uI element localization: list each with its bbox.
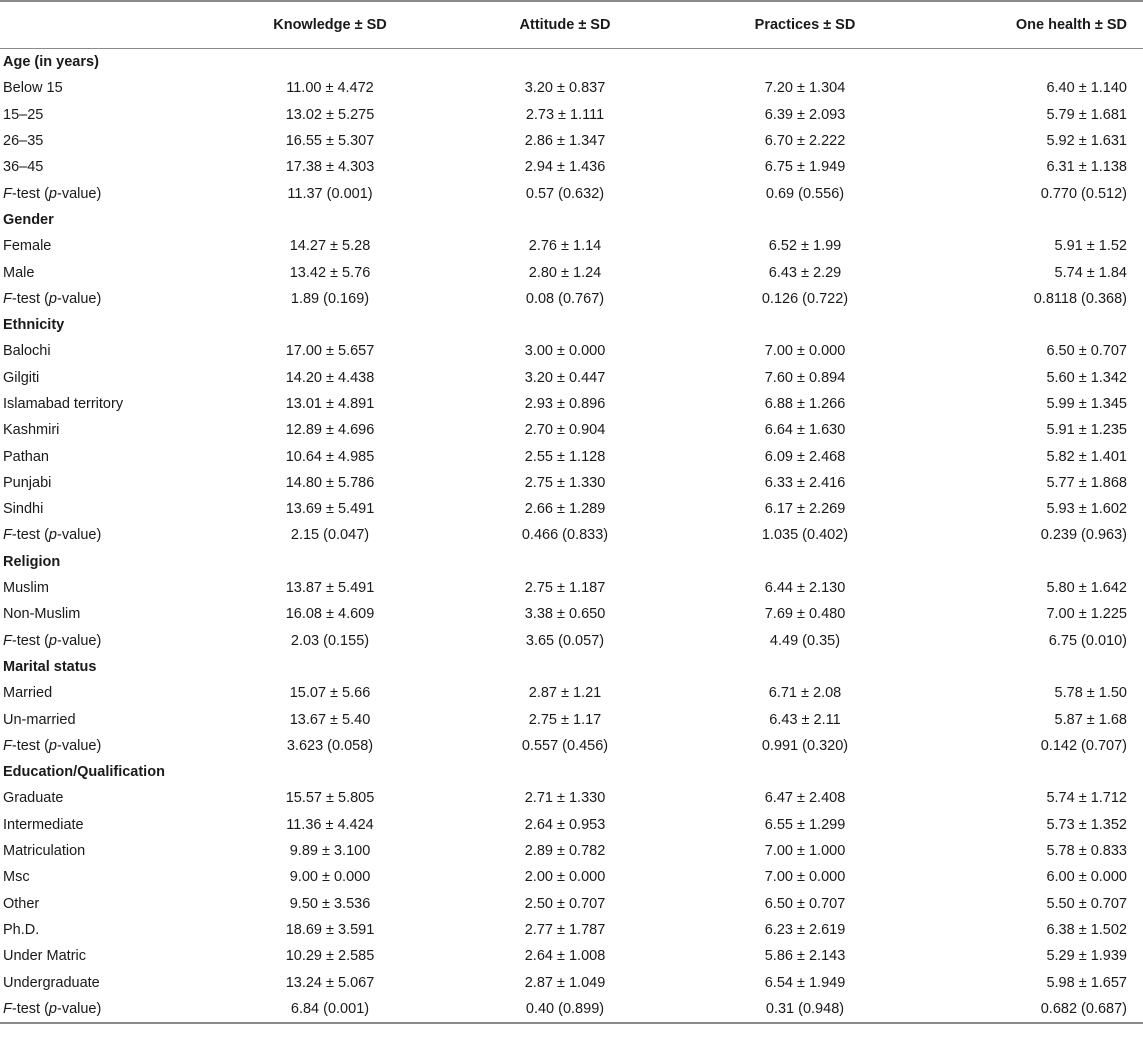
- ftest-cell: 2.15 (0.047): [290, 527, 370, 544]
- ftest-cell: 0.57 (0.632): [525, 185, 605, 202]
- ftest-p: p: [48, 185, 57, 202]
- ftest-tail: -value): [57, 290, 102, 307]
- row-label: 36–45: [3, 159, 44, 176]
- table-cell: 13.69 ± 5.491: [285, 501, 375, 518]
- table-row: [0, 338, 1143, 364]
- ftest-cell: 4.49 (0.35): [769, 632, 841, 649]
- ftest-p: p: [48, 290, 57, 307]
- table-cell: 6.23 ± 2.619: [764, 921, 846, 938]
- table-cell: 2.75 ± 1.330: [524, 474, 606, 491]
- row-label: Punjabi: [3, 474, 52, 491]
- table-row: [0, 891, 1143, 917]
- ftest-cell: 0.770 (0.512): [1040, 185, 1127, 202]
- table-row: [0, 102, 1143, 128]
- row-label: Graduate: [3, 790, 64, 807]
- ftest-label: [0, 628, 215, 654]
- ftest-cell: 2.03 (0.155): [290, 632, 370, 649]
- row-label: 15–25: [3, 106, 44, 123]
- table-row: [0, 575, 1143, 601]
- table-cell: 7.00 ± 0.000: [764, 343, 846, 360]
- table-cell: 6.43 ± 2.11: [769, 711, 841, 728]
- table-cell: 7.00 ± 0.000: [764, 869, 846, 886]
- section-header-row: [0, 207, 1143, 233]
- table-cell: 10.64 ± 4.985: [285, 448, 375, 465]
- section-header-row: [0, 49, 1143, 76]
- ftest-p: p: [48, 632, 57, 649]
- ftest-cell: 0.142 (0.707): [1040, 737, 1127, 754]
- table-row: [0, 443, 1143, 469]
- table-row: [0, 812, 1143, 838]
- row-label: 26–35: [3, 133, 44, 150]
- table-row: [0, 470, 1143, 496]
- table-cell: 17.38 ± 4.303: [285, 159, 375, 176]
- table-row: [0, 128, 1143, 154]
- ftest-label: [0, 522, 215, 548]
- table-cell: 16.08 ± 4.609: [285, 606, 375, 623]
- table-cell: 7.60 ± 0.894: [764, 369, 846, 386]
- ftest-letter: F: [3, 185, 12, 202]
- table-cell: 5.78 ± 1.50: [1054, 685, 1127, 702]
- table-cell: 6.17 ± 2.269: [764, 501, 846, 518]
- header-blank: [0, 1, 215, 49]
- table-row: [0, 154, 1143, 180]
- section-title: Education/Qualification: [3, 764, 165, 781]
- table-cell: 17.00 ± 5.657: [285, 343, 375, 360]
- table-cell: 2.64 ± 1.008: [524, 948, 606, 965]
- table-cell: 2.55 ± 1.128: [524, 448, 606, 465]
- table-cell: 13.42 ± 5.76: [289, 264, 371, 281]
- ftest-cell: 0.991 (0.320): [761, 737, 849, 754]
- ftest-cell: 0.126 (0.722): [761, 290, 849, 307]
- header-attitude: Attitude ± SD: [519, 17, 611, 33]
- ftest-row: [0, 522, 1143, 548]
- table-cell: 7.69 ± 0.480: [764, 606, 846, 623]
- table-cell: 2.87 ± 1.21: [528, 685, 602, 702]
- ftest-letter: F: [3, 737, 12, 754]
- table-cell: 2.66 ± 1.289: [524, 501, 606, 518]
- ftest-cell: 0.8118 (0.368): [1033, 290, 1127, 307]
- table-cell: 2.77 ± 1.787: [524, 921, 606, 938]
- table-row: [0, 75, 1143, 101]
- ftest-tail: -value): [57, 185, 102, 202]
- section-title: Religion: [3, 553, 61, 570]
- table-cell: 6.38 ± 1.502: [1046, 921, 1127, 938]
- table-cell: 3.20 ± 0.447: [524, 369, 606, 386]
- ftest-cell: 0.682 (0.687): [925, 996, 1143, 1023]
- table-cell: 5.92 ± 1.631: [1046, 133, 1127, 150]
- table-cell: 5.86 ± 2.143: [764, 948, 846, 965]
- table-row: [0, 417, 1143, 443]
- ftest-text: -test (: [11, 1000, 49, 1017]
- table-cell: 2.80 ± 1.24: [528, 264, 602, 281]
- table-cell: 14.27 ± 5.28: [289, 238, 371, 255]
- table-cell: 13.67 ± 5.40: [289, 711, 371, 728]
- table-cell: 6.71 ± 2.08: [768, 685, 842, 702]
- table-cell: 6.47 ± 2.408: [764, 790, 846, 807]
- ftest-row: [0, 286, 1143, 312]
- table-row: [0, 838, 1143, 864]
- section-header-row: [0, 312, 1143, 338]
- row-label: Islamabad territory: [3, 396, 124, 412]
- table-cell: 3.38 ± 0.650: [524, 606, 606, 623]
- section-title: Ethnicity: [3, 317, 65, 334]
- ftest-cell: 6.75 (0.010): [1048, 632, 1127, 649]
- table-cell: 6.43 ± 2.29: [768, 264, 842, 281]
- ftest-tail: -value): [57, 632, 102, 649]
- row-label: Sindhi: [3, 501, 44, 518]
- table-cell: 2.64 ± 0.953: [524, 816, 606, 833]
- table-cell: 5.60 ± 1.342: [1046, 369, 1127, 386]
- ftest-label: [0, 286, 215, 312]
- ftest-cell: 0.557 (0.456): [521, 737, 609, 754]
- table-cell: 2.71 ± 1.330: [524, 790, 606, 807]
- table-cell: 7.20 ± 1.304: [764, 80, 846, 97]
- table-cell: 2.87 ± 1.049: [524, 974, 606, 991]
- table-cell: 6.39 ± 2.093: [764, 106, 846, 123]
- table-cell: 15.07 ± 5.66: [289, 685, 371, 702]
- table-cell: 6.50 ± 0.707: [1046, 343, 1127, 360]
- section-header-row: [0, 549, 1143, 575]
- table-row: [0, 864, 1143, 890]
- ftest-cell: 6.84 (0.001): [215, 996, 445, 1023]
- table-cell: 2.89 ± 0.782: [524, 843, 606, 860]
- table-cell: 11.00 ± 4.472: [286, 80, 374, 97]
- table-cell: 5.50 ± 0.707: [1046, 895, 1127, 912]
- ftest-letter: F: [3, 1000, 12, 1017]
- table-cell: 5.98 ± 1.657: [1046, 974, 1127, 991]
- row-label: Msc: [3, 869, 30, 886]
- ftest-cell: 0.31 (0.948): [685, 996, 925, 1023]
- table-cell: 12.89 ± 4.696: [285, 422, 375, 439]
- header-knowledge: Knowledge ± SD: [273, 17, 387, 33]
- ftest-tail: -value): [57, 1000, 102, 1017]
- table-cell: 2.93 ± 0.896: [524, 396, 606, 412]
- table-cell: 3.20 ± 0.837: [524, 80, 606, 97]
- row-label: Pathan: [3, 448, 49, 465]
- ftest-cell: 3.623 (0.058): [286, 737, 374, 754]
- table-cell: 5.99 ± 1.345: [1046, 396, 1127, 412]
- table-cell: 5.80 ± 1.642: [1046, 580, 1127, 597]
- ftest-row: [0, 180, 1143, 206]
- row-label: Intermediate: [3, 816, 84, 833]
- ftest-label: [0, 996, 215, 1023]
- table-cell: 5.82 ± 1.401: [1046, 448, 1127, 465]
- table-row: [0, 259, 1143, 285]
- ftest-tail: -value): [57, 737, 102, 754]
- table-row: [0, 233, 1143, 259]
- ftest-text: -test (: [11, 737, 49, 754]
- table-cell: 5.78 ± 0.833: [1046, 843, 1127, 860]
- table-cell: 2.73 ± 1.111: [525, 106, 605, 123]
- table-cell: 16.55 ± 5.307: [285, 133, 375, 150]
- ftest-tail: -value): [57, 527, 102, 544]
- row-label: Undergraduate: [3, 974, 100, 991]
- ftest-p: p: [48, 737, 57, 754]
- ftest-label: [0, 733, 215, 759]
- table-cell: 11.36 ± 4.424: [286, 816, 374, 833]
- table-cell: 6.64 ± 1.630: [764, 422, 846, 439]
- ftest-p: p: [48, 1000, 57, 1017]
- section-title: Marital status: [3, 658, 97, 675]
- table-cell: 2.70 ± 0.904: [524, 422, 606, 439]
- row-label: Kashmiri: [3, 422, 60, 439]
- table-cell: 5.91 ± 1.52: [1054, 238, 1127, 255]
- section-header-row: [0, 654, 1143, 680]
- table-row: [0, 943, 1143, 969]
- table-cell: 5.29 ± 1.939: [1046, 948, 1127, 965]
- ftest-text: -test (: [11, 185, 49, 202]
- table-cell: 6.70 ± 2.222: [764, 133, 846, 150]
- table-cell: 13.01 ± 4.891: [285, 396, 375, 412]
- table-cell: 7.00 ± 1.000: [764, 843, 846, 860]
- table-cell: 13.24 ± 5.067: [285, 974, 375, 991]
- ftest-cell: 1.035 (0.402): [761, 527, 849, 544]
- table-cell: 3.00 ± 0.000: [524, 343, 606, 360]
- table-cell: 6.44 ± 2.130: [764, 580, 846, 597]
- table-cell: 13.87 ± 5.491: [285, 580, 375, 597]
- ftest-cell: 0.69 (0.556): [765, 185, 845, 202]
- ftest-cell: 11.37 (0.001): [287, 185, 373, 202]
- section-title: Gender: [3, 211, 54, 228]
- table-cell: 6.88 ± 1.266: [764, 396, 846, 412]
- ftest-p: p: [48, 527, 57, 544]
- table-row: [0, 601, 1143, 627]
- table-cell: 9.89 ± 3.100: [289, 843, 371, 860]
- table-cell: 9.50 ± 3.536: [289, 895, 371, 912]
- row-label: Male: [3, 264, 35, 281]
- table-row: [0, 365, 1143, 391]
- table-cell: 2.94 ± 1.436: [524, 159, 606, 176]
- table-cell: 10.29 ± 2.585: [285, 948, 375, 965]
- table-cell: 2.75 ± 1.187: [524, 580, 606, 597]
- header-practices: Practices ± SD: [754, 17, 856, 33]
- ftest-row: [0, 628, 1143, 654]
- table-cell: 2.50 ± 0.707: [524, 895, 606, 912]
- ftest-cell: 1.89 (0.169): [290, 290, 370, 307]
- table-cell: 5.87 ± 1.68: [1054, 711, 1127, 728]
- table-cell: 2.75 ± 1.17: [528, 711, 602, 728]
- ftest-letter: F: [3, 290, 12, 307]
- row-label: Ph.D.: [3, 921, 40, 938]
- table-cell: 5.73 ± 1.352: [1046, 816, 1127, 833]
- table-row: [0, 680, 1143, 706]
- table-cell: 14.20 ± 4.438: [285, 369, 375, 386]
- row-label: Married: [3, 685, 53, 702]
- table-cell: 13.02 ± 5.275: [285, 106, 375, 123]
- table-cell: 6.33 ± 2.416: [764, 474, 846, 491]
- table-header-row: [0, 1, 1143, 49]
- ftest-letter: F: [3, 632, 12, 649]
- row-label: Under Matric: [3, 948, 86, 965]
- table-cell: 9.00 ± 0.000: [289, 869, 371, 886]
- table-cell: 6.31 ± 1.138: [1046, 159, 1127, 176]
- ftest-cell: 0.40 (0.899): [445, 996, 685, 1023]
- table-cell: 6.52 ± 1.99: [768, 238, 842, 255]
- table-cell: 5.77 ± 1.868: [1046, 474, 1127, 491]
- header-one-health: One health ± SD: [1015, 17, 1127, 33]
- ftest-text: -test (: [11, 527, 49, 544]
- table-cell: 6.09 ± 2.468: [764, 448, 846, 465]
- table-cell: 2.00 ± 0.000: [524, 869, 606, 886]
- row-label: Matriculation: [3, 843, 86, 860]
- table-cell: 6.00 ± 0.000: [1046, 869, 1127, 886]
- row-label: Balochi: [3, 343, 51, 360]
- ftest-row: [0, 733, 1143, 759]
- table-cell: 6.54 ± 1.949: [764, 974, 846, 991]
- row-label: Non-Muslim: [3, 606, 81, 623]
- table-body: [0, 49, 1143, 1023]
- row-label: Other: [3, 895, 40, 912]
- table-cell: 6.50 ± 0.707: [764, 895, 846, 912]
- ftest-letter: F: [3, 527, 12, 544]
- ftest-text: -test (: [11, 632, 49, 649]
- table-cell: 5.91 ± 1.235: [1046, 422, 1127, 439]
- section-title: Age (in years): [3, 54, 99, 71]
- table-cell: 6.40 ± 1.140: [1046, 80, 1127, 97]
- table-row: [0, 917, 1143, 943]
- ftest-text: -test (: [11, 290, 49, 307]
- table-cell: 2.86 ± 1.347: [524, 133, 606, 150]
- ftest-cell: 3.65 (0.057): [525, 632, 605, 649]
- table-cell: 7.00 ± 1.225: [1046, 606, 1127, 623]
- row-label: Below 15: [3, 80, 63, 97]
- table-cell: 6.75 ± 1.949: [764, 159, 846, 176]
- row-label: Gilgiti: [3, 369, 40, 386]
- table-cell: 5.93 ± 1.602: [1046, 501, 1127, 518]
- table-cell: 6.55 ± 1.299: [764, 816, 846, 833]
- table-cell: 18.69 ± 3.591: [285, 921, 375, 938]
- ftest-cell: 0.466 (0.833): [521, 527, 609, 544]
- table-cell: 5.79 ± 1.681: [1046, 106, 1127, 123]
- ftest-cell: 0.08 (0.767): [525, 290, 605, 307]
- table-cell: 5.74 ± 1.84: [1054, 264, 1127, 281]
- ftest-cell: 0.239 (0.963): [1040, 527, 1127, 544]
- table-row: [0, 785, 1143, 811]
- section-header-row: [0, 759, 1143, 785]
- table-row: [0, 391, 1143, 417]
- ftest-row: [0, 996, 1143, 1023]
- table-cell: 5.74 ± 1.712: [1046, 790, 1127, 807]
- table-row: [0, 496, 1143, 522]
- table-row: [0, 969, 1143, 995]
- ftest-label: [0, 180, 215, 206]
- row-label: Muslim: [3, 580, 49, 597]
- row-label: Female: [3, 238, 52, 255]
- table-row: [0, 706, 1143, 732]
- table-cell: 15.57 ± 5.805: [285, 790, 375, 807]
- row-label: Un-married: [3, 711, 76, 728]
- table-cell: 14.80 ± 5.786: [285, 474, 375, 491]
- table-cell: 2.76 ± 1.14: [528, 238, 602, 255]
